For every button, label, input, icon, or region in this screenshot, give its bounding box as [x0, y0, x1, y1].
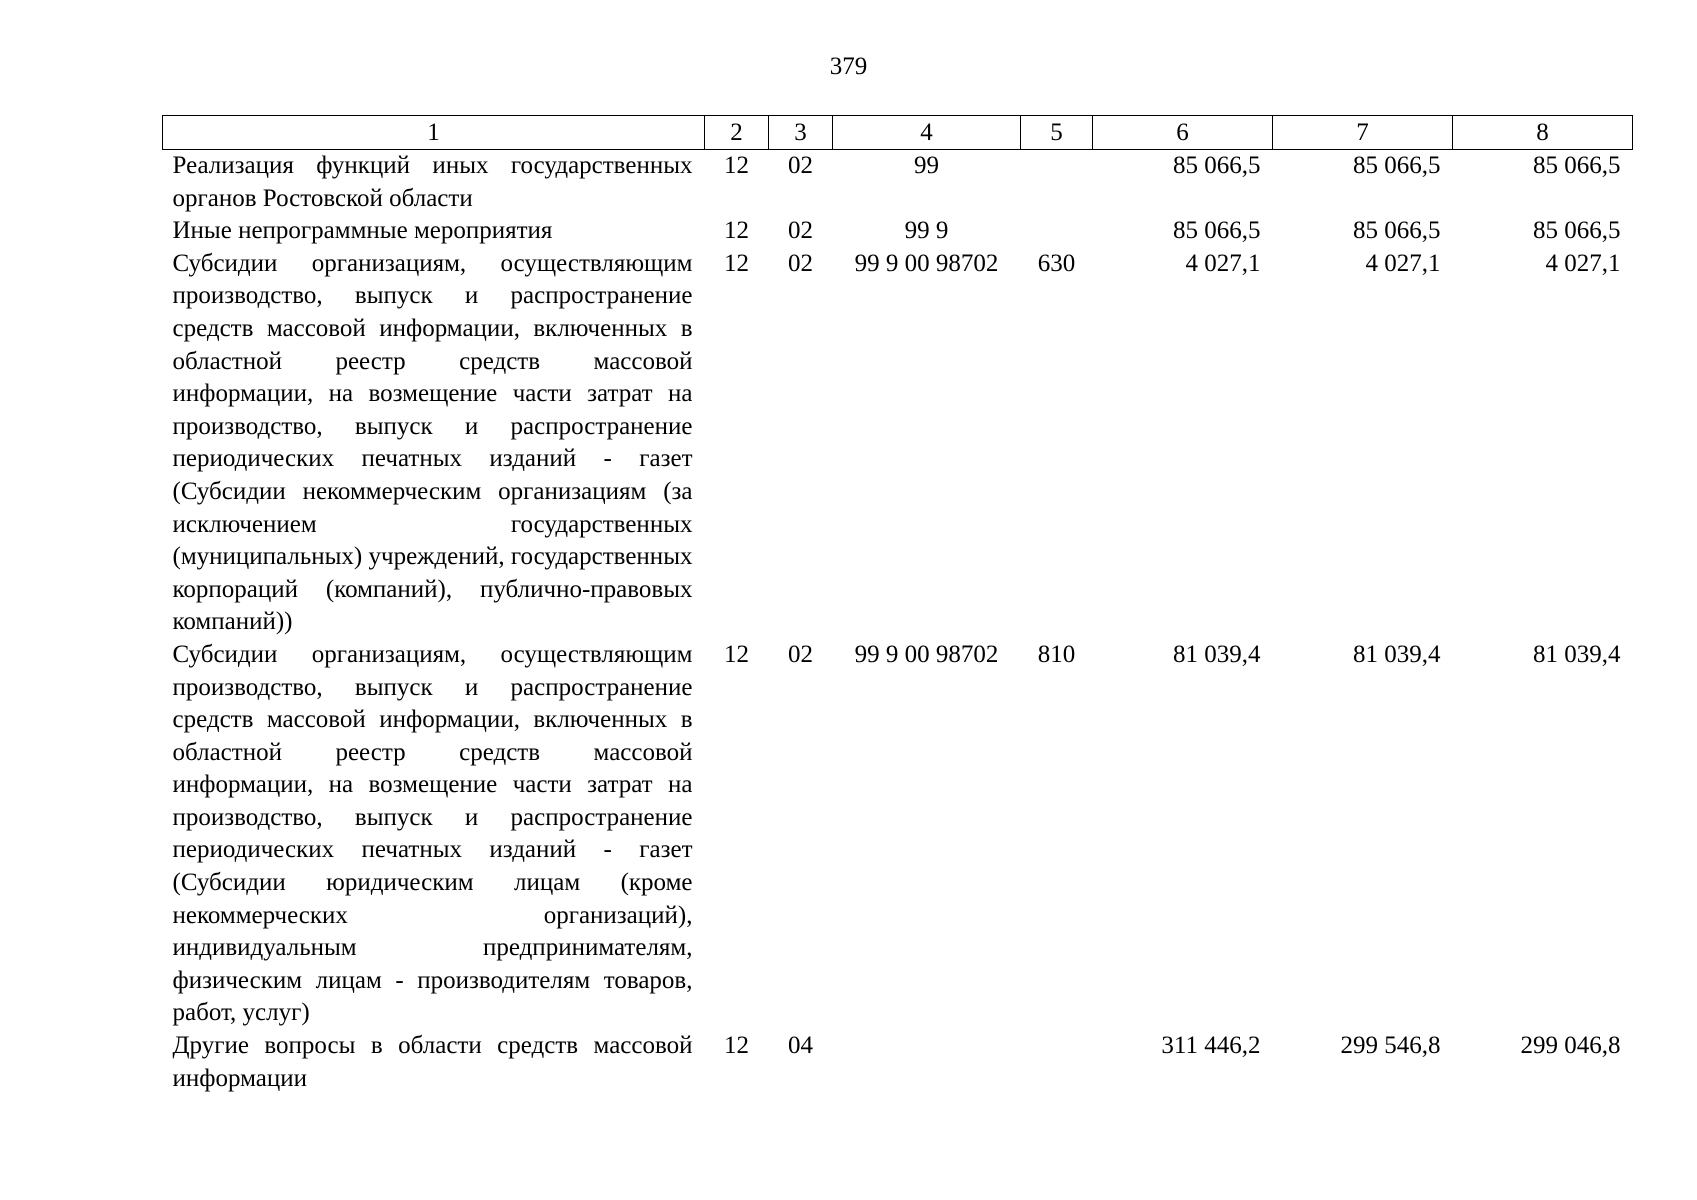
row-amount-year-1: 81 039,4 — [1173, 640, 1261, 668]
table-row — [163, 1030, 1633, 1095]
header-col-5: 5 — [1021, 116, 1093, 150]
header-col-3: 3 — [769, 116, 833, 150]
row-amount-year-3: 85 066,5 — [1533, 217, 1621, 245]
row-name: Реализация функций иных государственных органов Ростовской области — [172, 152, 693, 212]
row-section: 12 — [724, 217, 749, 245]
row-amount-year-1: 85 066,5 — [1173, 217, 1261, 245]
table-body — [163, 150, 1633, 1096]
row-amount-year-2: 299 546,8 — [1340, 1032, 1441, 1060]
row-name: Субсидии организациям, осуществляющим производство, выпуск и распространение средств массовой информации, включенных в областной реестр средств массовой информации, на возмещение части затрат на производство, выпуск и распространение периодических печатных изданий - газет (Субсидии юридическим лицам (кроме некоммерческих организаций), индивидуальным предпринимателям, физическим лицам - производителям товаров, работ, услуг) — [172, 640, 693, 1027]
row-amount-year-2: 85 066,5 — [1353, 217, 1441, 245]
page-number: 379 — [829, 53, 868, 80]
row-amount-year-1: 85 066,5 — [1173, 152, 1261, 179]
budget-table — [162, 115, 1633, 1095]
table-row — [163, 639, 1633, 1030]
row-target-article: 99 9 00 98702 — [854, 249, 999, 277]
row-subsection: 02 — [788, 640, 813, 668]
row-subsection: 02 — [788, 152, 813, 179]
table-row — [163, 248, 1633, 639]
table-row — [163, 150, 1633, 216]
row-target-article: 99 9 — [904, 217, 949, 245]
row-amount-year-3: 4 027,1 — [1545, 249, 1621, 277]
table-row — [163, 215, 1633, 248]
header-col-8: 8 — [1453, 116, 1633, 150]
header-col-4: 4 — [833, 116, 1021, 150]
row-amount-year-3: 85 066,5 — [1533, 152, 1621, 179]
header-col-2: 2 — [705, 116, 769, 150]
row-amount-year-3: 81 039,4 — [1533, 640, 1621, 668]
row-amount-year-2: 81 039,4 — [1353, 640, 1441, 668]
row-target-article: 99 — [914, 152, 939, 179]
row-amount-year-3: 299 046,8 — [1520, 1032, 1621, 1060]
row-expense-type — [1021, 150, 1093, 216]
row-subsection: 02 — [788, 249, 813, 277]
row-amount-year-1: 311 446,2 — [1161, 1032, 1261, 1060]
row-expense-type — [1021, 1030, 1093, 1095]
row-section: 12 — [724, 640, 749, 668]
row-name: Субсидии организациям, осуществляющим производство, выпуск и распространение средств массовой информации, включенных в областной реестр средств массовой информации, на возмещение части затрат на производство, выпуск и распространение периодических печатных изданий - газет (Субсидии некоммерческим организациям (за исключением государственных (муниципальных) учреждений, государственных корпораций (компаний), публично-правовых компаний)) — [172, 249, 693, 636]
row-subsection: 02 — [788, 217, 813, 245]
header-col-7: 7 — [1273, 116, 1453, 150]
row-amount-year-2: 85 066,5 — [1353, 152, 1441, 179]
header-col-6: 6 — [1093, 116, 1273, 150]
header-row — [163, 116, 1633, 150]
row-target-article — [833, 1030, 1021, 1095]
row-expense-type: 630 — [1037, 249, 1076, 277]
row-amount-year-1: 4 027,1 — [1185, 249, 1261, 277]
table-header — [163, 116, 1633, 150]
row-subsection: 04 — [788, 1032, 813, 1060]
row-name: Другие вопросы в области средств массовой информации — [172, 1032, 693, 1092]
row-target-article: 99 9 00 98702 — [854, 640, 999, 668]
row-expense-type — [1021, 215, 1093, 248]
row-name: Иные непрограммные мероприятия — [172, 217, 553, 245]
row-section: 12 — [724, 1032, 749, 1060]
row-section: 12 — [724, 249, 749, 277]
row-section: 12 — [724, 152, 749, 179]
header-col-1: 1 — [163, 116, 705, 150]
row-amount-year-2: 4 027,1 — [1365, 249, 1441, 277]
row-expense-type: 810 — [1037, 640, 1076, 668]
